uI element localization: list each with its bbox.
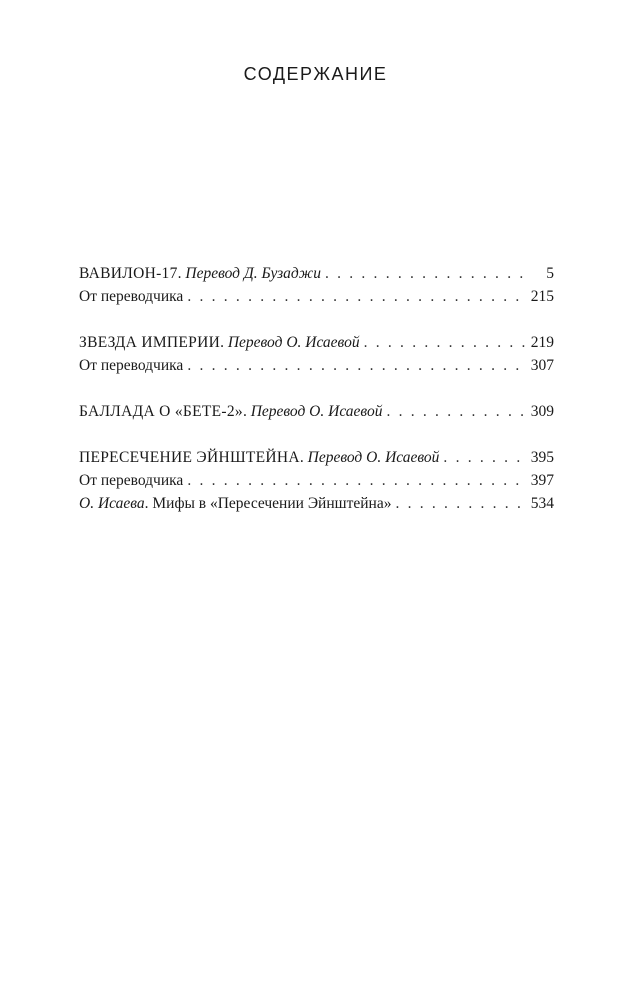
toc-group-einstein-intersection [79,446,554,515]
dot-leader [443,446,526,469]
toc-group-empire-star [79,331,554,377]
page-number: 309 [530,403,554,420]
toc-entry-label [79,446,443,469]
work-title: ВАВИЛОН-17 [79,265,178,282]
page-number: 215 [530,288,554,305]
translator-credit: Перевод Д. Бузаджи [185,265,321,282]
toc-entry-label [79,262,325,285]
page-number: 307 [530,357,554,374]
toc-entry-translator-note[interactable] [79,354,554,377]
dot-leader [325,262,528,285]
dot-leader [364,331,527,354]
toc-entry-essay[interactable] [79,492,554,515]
toc-entry-translator-note[interactable] [79,469,554,492]
dot-leader [386,400,526,423]
essay-author: О. Исаева [79,495,145,512]
work-title: ПЕРЕСЕЧЕНИЕ ЭЙНШТЕЙНА [79,449,300,466]
title-separator: . [299,449,308,466]
translator-credit: Перевод О. Исаевой [307,449,440,466]
toc-entry-empire-star[interactable] [79,331,554,354]
page-number: 5 [546,265,554,282]
table-of-contents [79,262,554,538]
work-title: БАЛЛАДА О «БЕТЕ-2» [79,403,243,420]
toc-entry-label: От переводчика [79,472,184,489]
title-separator: . [220,334,228,351]
toc-group-babel-17 [79,262,554,308]
toc-entry-label [79,331,364,354]
dot-leader [187,285,526,308]
page-title: СОДЕРЖАНИЕ [243,64,388,84]
translator-credit: Перевод О. Исаевой [227,334,360,351]
page-number: 395 [530,449,554,466]
author-separator: . [144,495,153,512]
page-number: 397 [530,472,554,489]
toc-group-ballad-of-beta-2 [79,400,554,423]
work-title: ЗВЕЗДА ИМПЕРИИ [79,334,221,351]
page-number: 219 [530,334,554,351]
toc-entry-label [79,492,395,515]
translator-credit: Перевод О. Исаевой [250,403,383,420]
toc-entry-babel-17[interactable] [79,262,554,285]
title-separator: . [177,265,186,282]
dot-leader [187,469,526,492]
page-number: 534 [530,495,554,512]
title-separator: . [242,403,251,420]
toc-entry-einstein-intersection[interactable] [79,446,554,469]
dot-leader [187,354,526,377]
toc-entry-ballad-of-beta-2[interactable] [79,400,554,423]
essay-title: Мифы в «Пересечении Эйнштейна» [152,495,392,512]
toc-entry-translator-note[interactable] [79,285,554,308]
dot-leader [395,492,526,515]
toc-entry-label: От переводчика [79,357,184,374]
toc-entry-label [79,400,386,423]
toc-entry-label: От переводчика [79,288,184,305]
